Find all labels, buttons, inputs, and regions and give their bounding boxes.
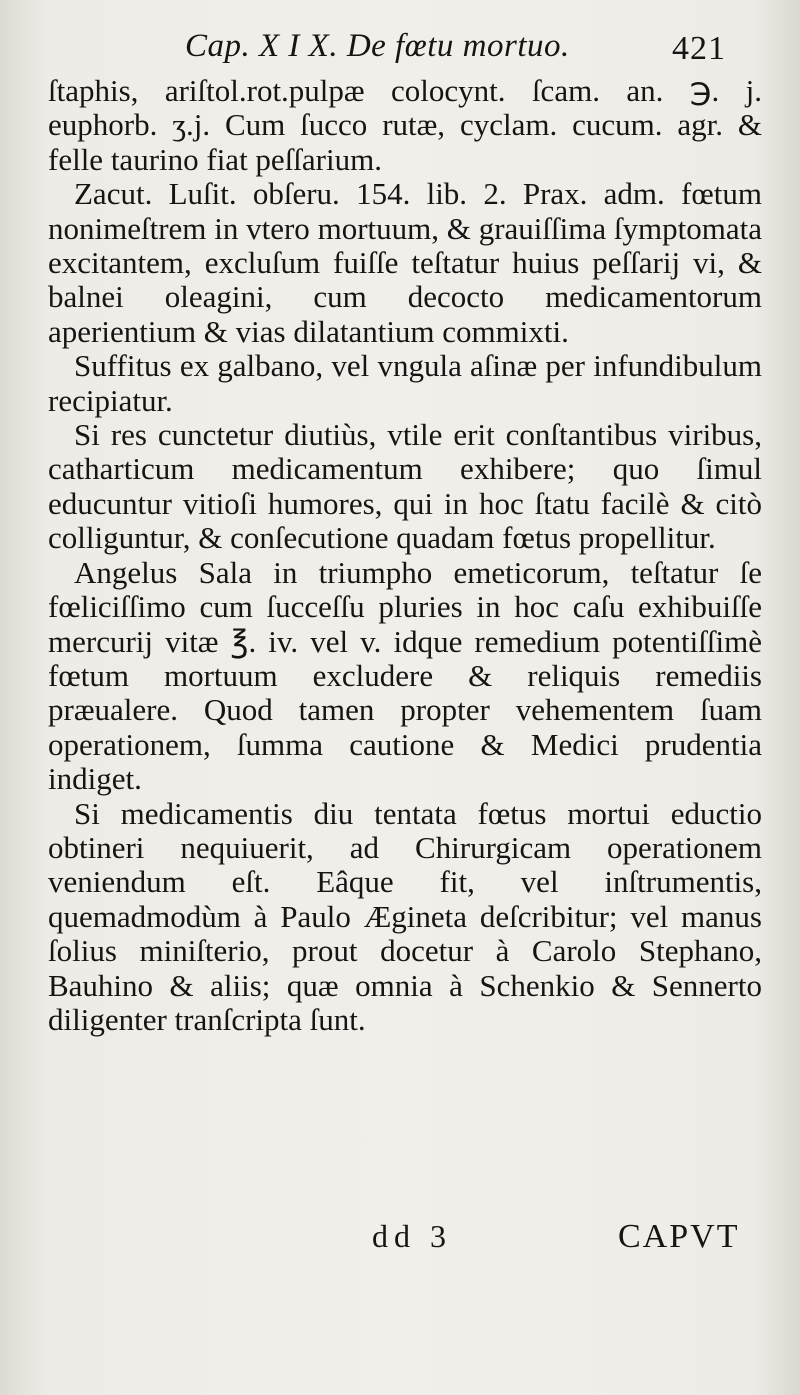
body-text bbox=[48, 74, 762, 1037]
page-number: 421 bbox=[672, 30, 726, 67]
paragraph: Angelus Sala in triumpho emeticorum, teſtatur ſe fœliciſſimo cum ſucceſſu pluries in hoc caſu exhibuiſſe mercurij vitæ ℥. iv. vel v. idque remedium potentiſſimè fœtum mortuum excludere & reliquis remediis præualere. Quod tamen propter vehementem ſuam operationem, ſumma cautione & Medici prudentia indiget. bbox=[48, 554, 762, 797]
running-head bbox=[0, 22, 800, 72]
paragraph: Zacut. Luſit. obſeru. 154. lib. 2. Prax. adm. fœtum nonimeſtrem in vtero mortuum, & grauiſſima ſymptomata excitantem, excluſum fuiſſe teſtatur huius peſſarij vi, & balnei oleagini, cum decocto medicamentorum aperientium & vias dilatantium commixti. bbox=[48, 176, 762, 349]
paragraph: Si medicamentis diu tentata fœtus mortui eductio obtineri nequiuerit, ad Chirurgicam operationem veniendum eſt. Eâque fit, vel inſtrumentis, quemadmodùm à Paulo Ægineta deſcribitur; vel manus ſolius miniſterio, prout docetur à Carolo Stephano, Bauhino & aliis; quæ omnia à Schenkio & Sennerto diligenter tranſcripta ſunt. bbox=[48, 795, 762, 1037]
signature-mark: dd 3 bbox=[372, 1218, 452, 1254]
page-footer bbox=[0, 1218, 800, 1268]
paragraph: Suffitus ex galbano, vel vngula aſinæ per infundibulum recipiatur. bbox=[48, 348, 762, 418]
catchword: CAPVT bbox=[618, 1218, 740, 1255]
paragraph: ſtaphis, ariſtol.rot.pulpæ colocynt. ſcam. an. ℈. j. euphorb. ʒ.j. Cum ſucco rutæ, cyclam. cucum. agr. & felle taurino fiat peſſarium. bbox=[48, 73, 762, 177]
paragraph: Si res cunctetur diutiùs, vtile erit conſtantibus viribus, catharticum medicamentum exhibere; quo ſimul educuntur vitioſi humores, qui in hoc ſtatu facilè & citò colliguntur, & conſecutione quadam fœtus propellitur. bbox=[48, 417, 762, 556]
chapter-title: Cap. X I X. De fœtu mortuo. bbox=[185, 28, 570, 64]
